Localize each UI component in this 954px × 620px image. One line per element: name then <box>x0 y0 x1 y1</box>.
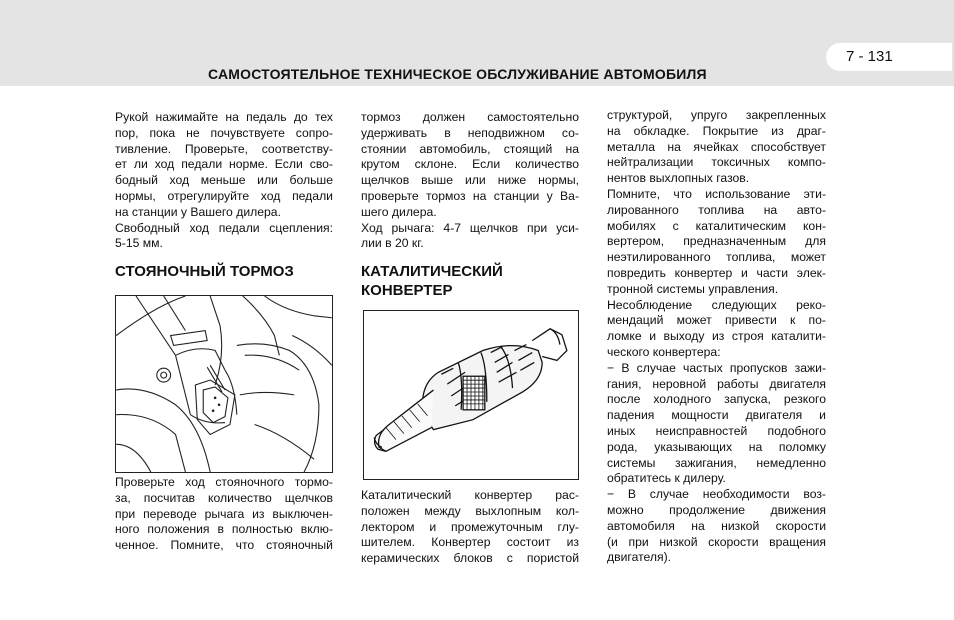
text-line: металла на ячейках способствует <box>607 139 826 154</box>
text-line: удерживать в неподвижном со- <box>361 125 579 140</box>
text-line: нентов выхлопных газов. <box>607 171 750 186</box>
text-line: крутом склоне. Если количество <box>361 157 579 172</box>
text-line: за, посчитав количество щелчков <box>115 490 333 505</box>
text-line: при переводе рычага из выключен- <box>115 506 333 521</box>
catalytic-converter-figure <box>363 310 579 480</box>
column-1 <box>115 110 333 252</box>
text-line: лированного топлива на авто- <box>607 202 826 217</box>
text-line: ченное. Помните, что стояночный <box>115 538 333 553</box>
running-title: САМОСТОЯТЕЛЬНОЕ ТЕХНИЧЕСКОЕ ОБСЛУЖИВАНИЕ АВТОМОБИЛЯ <box>208 66 707 82</box>
text-line: шего дилера. <box>361 204 437 219</box>
text-line: ет ли ход педали норме. Если сво- <box>115 157 333 172</box>
text-line: Помните, что использование эти- <box>607 186 826 201</box>
text-line: на обкладке. Покрытие из драг- <box>607 123 826 138</box>
column-2 <box>361 110 579 252</box>
text-line: вертером, предназначенным для <box>607 234 826 249</box>
text-line: ческого конвертера: <box>607 344 721 359</box>
text-line: тронной системы управления. <box>607 281 779 296</box>
catalytic-converter-illustration <box>364 311 578 479</box>
text-line: щелчков выше или ниже нормы, <box>361 173 579 188</box>
heading-catalytic-converter <box>361 262 503 300</box>
text-line: ломке и выходу из строя каталити- <box>607 329 826 344</box>
text-line: после холодного запуска, резкого <box>607 392 826 407</box>
text-line: структурой, упруго закрепленных <box>607 108 826 122</box>
text-line: 5-15 мм. <box>115 236 163 251</box>
parking-brake-figure <box>115 295 333 473</box>
text-line: шителем. Конвертер состоит из <box>361 535 579 550</box>
col1-after-figure <box>115 475 333 554</box>
text-line: Проверьте ход стояночного тормо- <box>115 475 333 489</box>
page-number: 7 - 131 <box>826 43 952 71</box>
text-line: бодный ход меньше или больше <box>115 173 333 188</box>
text-line: нейтрализации токсичных компо- <box>607 155 826 170</box>
text-line: пор, пока не почувствуете сопро- <box>115 125 333 140</box>
text-line: иных неисправностей подобного <box>607 423 826 438</box>
col2-after-figure <box>361 488 579 567</box>
text-line: повредить конвертер и части элек- <box>607 265 826 280</box>
heading-line: КОНВЕРТЕР <box>361 282 453 299</box>
text-line: стоянии автомобиль, стоящий на <box>361 141 579 156</box>
text-line: автомобиля на низкой скорости <box>607 518 826 533</box>
text-line: керамических блоков с пористой <box>361 551 579 566</box>
text-line: − В случае частых пропусков зажи- <box>607 360 826 375</box>
heading-line: КАТАЛИТИЧЕСКИЙ <box>361 263 503 280</box>
text-line: тормоз должен самостоятельно <box>361 110 579 124</box>
text-line: неэтилированного топлива, может <box>607 250 826 265</box>
text-line: системы зажигания, немедленно <box>607 455 826 470</box>
text-line: тивление. Проверьте, соответству- <box>115 141 333 156</box>
text-line: мендаций может привести к по- <box>607 313 826 328</box>
text-line: проверьте тормоз на станции у Ва- <box>361 188 579 203</box>
text-line: Ход рычага: 4-7 щелчков при уси- <box>361 220 579 235</box>
text-line: (и при низкой скорости вращения <box>607 534 826 549</box>
text-line: на станции у Вашего дилера. <box>115 204 281 219</box>
text-line: двигателя). <box>607 550 672 565</box>
text-line: обратитесь к дилеру. <box>607 471 726 486</box>
text-line: Несоблюдение следующих реко- <box>607 297 826 312</box>
text-line: гания, неровной работы двигателя <box>607 376 826 391</box>
text-line: Каталитический конвертер рас- <box>361 488 579 502</box>
col1-intro <box>115 110 333 252</box>
text-line: Рукой нажимайте на педаль до тех <box>115 110 333 124</box>
text-line: лектором и промежуточным глу- <box>361 519 579 534</box>
parking-brake-illustration <box>116 296 332 472</box>
text-line: можно продолжение движения <box>607 502 826 517</box>
text-line: рода, указывающих на поломку <box>607 439 826 454</box>
text-line: нормы, отрегулируйте ход педали <box>115 188 333 203</box>
text-line: − В случае необходимости воз- <box>607 487 826 502</box>
column-3 <box>607 108 826 566</box>
text-line: положен между выхлопным кол- <box>361 503 579 518</box>
text-line: Свободный ход педали сцепления: <box>115 220 333 235</box>
text-line: мобилях с каталитическим кон- <box>607 218 826 233</box>
text-line: ного положения в полностью вклю- <box>115 522 333 537</box>
text-line: падения мощности двигателя и <box>607 408 826 423</box>
heading-parking-brake: СТОЯНОЧНЫЙ ТОРМОЗ <box>115 263 294 280</box>
text-line: лии в 20 кг. <box>361 236 424 251</box>
